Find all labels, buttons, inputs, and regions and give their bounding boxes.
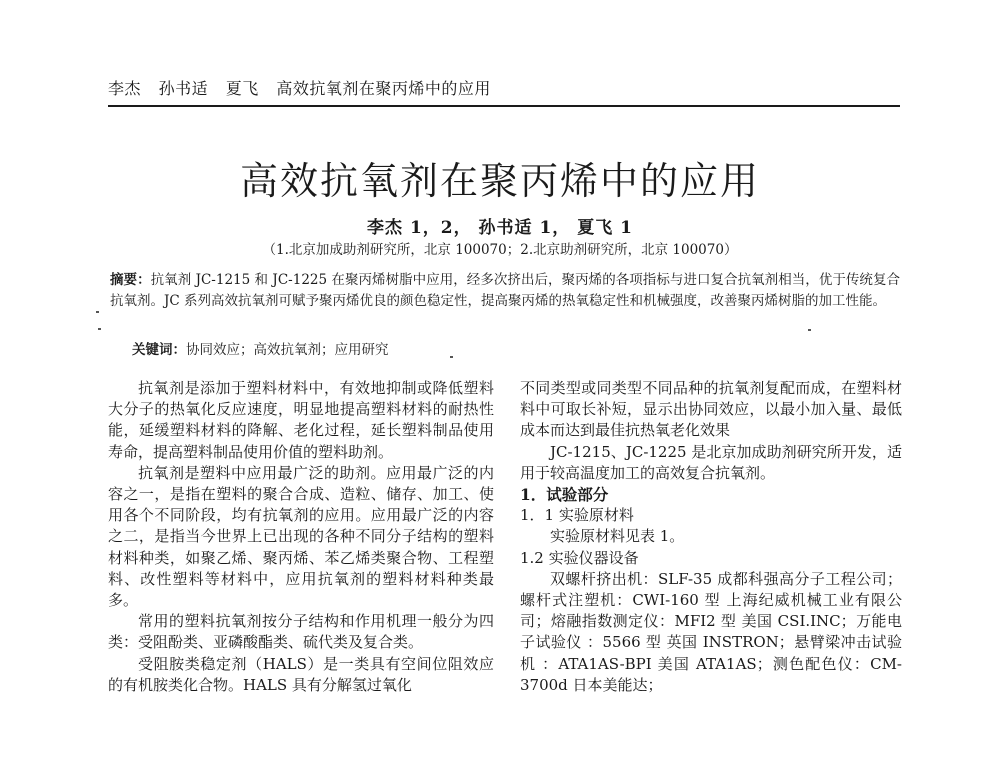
subsection-heading-1-2: 1.2 实验仪器设备 [520,548,639,567]
header-author-1: 李杰 [108,79,142,98]
header-author-3: 夏飞 [225,79,259,98]
header-author-2: 孙书适 [158,79,209,98]
right-paragraph-2: JC-1215、JC-1225 是北京加成助剂研究所开发，适用于较高温度加工的高效复合抗氧剂。 [520,442,902,482]
left-paragraph-4: 受阻胺类稳定剂（HALS）是一类具有空间位阻效应的有机胺类化合物。HALS 具有分解氢过氧化 [108,654,494,694]
scan-speck [98,328,101,330]
keywords-label: 关键词： [132,342,186,358]
right-column [520,378,902,696]
scan-speck [450,356,453,358]
abstract-label: 摘要： [110,272,151,288]
equipment-paragraph: 双螺杆挤出机：SLF-35 成都科强高分子工程公司；螺杆式注塑机：CWI-160 型 上海纪威机械工业有限公司；熔融指数测定仪：MFI2 型 美国 CSI.INC；万能电子试验仪 ：5566 型 英国 INSTRON；悬臂梁冲击试验机 ：ATA1AS-BPI 美国 ATA1AS；测色配色仪：CM-3700d 日本美能达； [520,569,902,694]
article-affiliations: （1.北京加成助剂研究所，北京 100070；2.北京助剂研究所，北京 100070） [262,242,738,258]
abstract-text: 抗氧剂 JC-1215 和 JC-1225 在聚丙烯树脂中应用，经多次挤出后，聚丙烯的各项指标与进口复合抗氧剂相当，优于传统复合抗氧剂。JC 系列高效抗氧剂可赋予聚丙烯优良的颜色稳定性，提高聚丙烯的热氧稳定性和机械强度，改善聚丙烯树脂的加工性能。 [110,272,901,309]
abstract [110,270,900,312]
right-paragraph-1: 不同类型或同类型不同品种的抗氧剂复配而成，在塑料材料中可取长补短，显示出协同效应，以最小加入量、最低成本而达到最佳抗热氧老化效果 [520,379,902,440]
keywords [132,338,389,358]
running-header [108,76,900,107]
subsection-1-1-text: 实验原材料见表 1。 [550,527,685,546]
left-paragraph-1: 抗氧剂是添加于塑料材料中，有效地抑制或降低塑料大分子的热氧化反应速度，明显地提高塑料材料的耐热性能，延缓塑料材料的降解、老化过程，延长塑料制品使用寿命，提高塑料制品使用价值的塑料助剂。 [108,379,494,461]
subsection-heading-1-1: 1．1 实验原材料 [520,506,634,525]
left-column [108,378,494,696]
keywords-text: 协同效应；高效抗氧剂；应用研究 [186,342,389,358]
left-paragraph-2: 抗氧剂是塑料中应用最广泛的助剂。应用最广泛的内容之一，是指在塑料的聚合合成、造粒、储存、加工、使用各个不同阶段，均有抗氧剂的应用。应用最广泛的内容之二，是指当今世界上已出现的各种不同分子结构的塑料材料种类，如聚乙烯、聚丙烯、苯乙烯类聚合物、工程塑料、改性塑料等材料中，应用抗氧剂的塑料材料种类最多。 [108,463,494,610]
section-heading-1: 1．试验部分 [520,485,609,505]
article-authors: 李杰 1，2， 孙书适 1， 夏飞 1 [367,218,633,238]
left-paragraph-3: 常用的塑料抗氧剂按分子结构和作用机理一般分为四类：受阻酚类、亚磷酸酯类、硫代类及复合类。 [108,612,494,652]
scan-speck [96,311,99,313]
scan-speck [808,329,811,331]
article-title: 高效抗氧剂在聚丙烯中的应用 [239,159,760,203]
header-title: 高效抗氧剂在聚丙烯中的应用 [276,79,491,98]
